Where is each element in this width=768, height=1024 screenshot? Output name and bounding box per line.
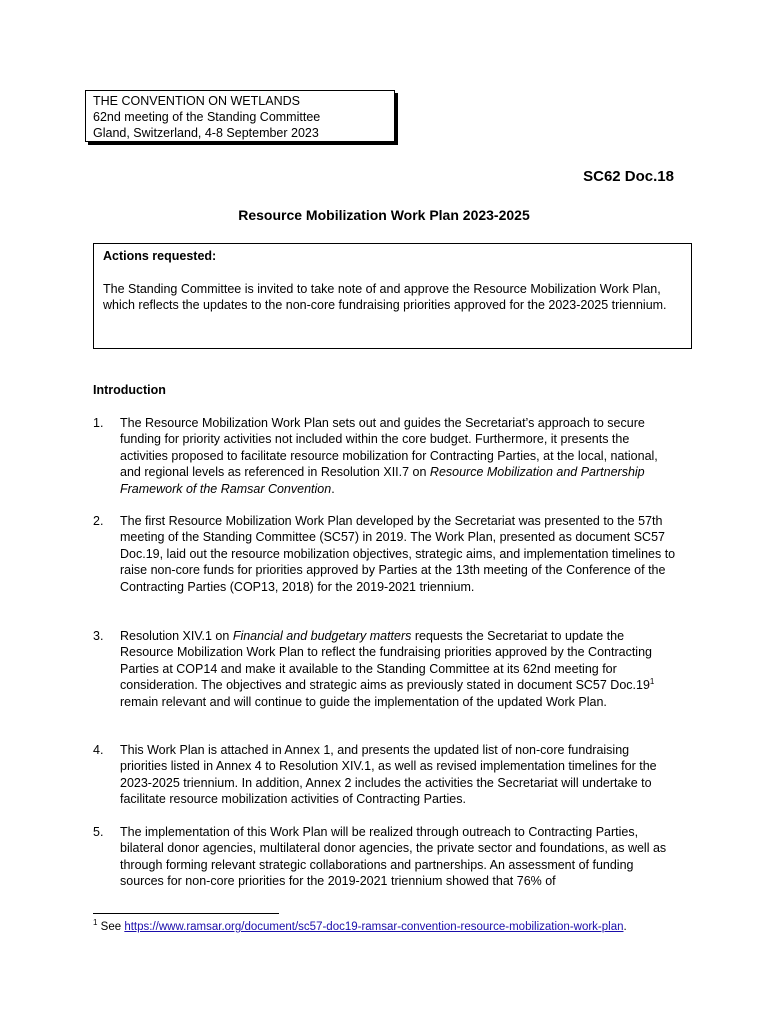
meeting-header-box	[85, 90, 395, 142]
paragraph-number: 2.	[93, 514, 104, 528]
paragraph-text: Resolution XIV.1 on Financial and budgetary matters requests the Secretariat to update the Resource Mobilization Work Plan to reflect the fundraising priorities approved by the Contracting Parties at COP14 and make it available to the Standing Committee at its 62nd meeting for consideration. The objectives and strategic aims as previously stated in document SC57 $Doc.19^1$ remain relevant and will continue to guide the implementation of the updated Work Plan.	[120, 629, 655, 709]
document-title: Resource Mobilization Work Plan 2023-2025	[238, 207, 530, 223]
paragraph-number: 1.	[93, 416, 104, 430]
paragraph-number: 3.	[93, 629, 104, 643]
footnote-link[interactable]: https://www.ramsar.org/document/sc57-doc19-ramsar-convention-resource-mobilization-work-plan	[124, 921, 624, 933]
actions-text: The Standing Committee is invited to take note of and approve the Resource Mobilization Work Plan, which reflects the updates to the non-core fundraising priorities approved for the 2023-2025 triennium.	[103, 281, 667, 312]
resolution-title-italic: Financial and budgetary matters	[232, 629, 412, 643]
paragraph-4	[93, 742, 678, 808]
header-line-meeting: 62nd meeting of the Standing Committee	[93, 110, 321, 124]
footnote	[93, 918, 627, 933]
paragraph-number: 5.	[93, 825, 104, 839]
introduction-heading: Introduction	[93, 383, 166, 397]
paragraph-3	[93, 628, 678, 710]
actions-heading: Actions requested:	[103, 249, 217, 263]
footnote-reference: 1	[649, 677, 655, 687]
footnote-marker: 1	[93, 918, 98, 928]
paragraph-2	[93, 513, 678, 595]
paragraph-number: 4.	[93, 743, 104, 757]
footnote-suffix: .	[623, 921, 627, 933]
footnote-prefix: See	[100, 921, 125, 933]
paragraph-text: The Resource Mobilization Work Plan sets out and guides the Secretariat’s approach to secure funding for priority activities not included within the core budget. Furthermore, it presents the activities proposed to facilitate resource mobilization for Contracting Parties, at the local, national, and regional levels as referenced in Resolution XII.7 on Resource Mobilization and Partnership Framework of the Ramsar Convention.	[120, 416, 658, 496]
resolution-title-italic: Resource Mobilization and Partnership Framework of the Ramsar Convention	[120, 465, 645, 496]
paragraph-5	[93, 824, 678, 890]
actions-requested-box	[93, 243, 692, 349]
paragraph-text: This Work Plan is attached in Annex 1, and presents the updated list of non-core fundraising priorities listed in Annex 4 to Resolution XIV.1, as well as revised implementation timelines for the 2023-2025 triennium. In addition, Annex 2 includes the activities the Secretariat will undertake to facilitate resource mobilization activities of Contracting Parties.	[120, 743, 657, 807]
paragraph-1	[93, 415, 678, 497]
paragraph-text: The implementation of this Work Plan will be realized through outreach to Contracting Parties, bilateral donor agencies, multilateral donor agencies, the private sector and foundations, as well as through forming relevant strategic collaborations and partnerships. An assessment of funding sources for non-core priorities for the 2019-2021 triennium showed that 76% of	[120, 825, 667, 889]
paragraph-text: The first Resource Mobilization Work Plan developed by the Secretariat was presented to the 57th meeting of the Standing Committee (SC57) in 2019. The Work Plan, presented as document SC57 Doc.19, laid out the resource mobilization objectives, strategic aims, and implementation timelines to raise non-core funds for priorities approved by Parties at the 13th meeting of the Conference of the Contracting Parties (COP13, 2018) for the 2019-2021 triennium.	[120, 514, 676, 594]
footnote-separator	[93, 913, 279, 914]
header-line-convention: THE CONVENTION ON WETLANDS	[93, 94, 300, 108]
header-line-location: Gland, Switzerland, 4-8 September 2023	[93, 126, 319, 140]
document-code: SC62 Doc.18	[583, 168, 674, 185]
